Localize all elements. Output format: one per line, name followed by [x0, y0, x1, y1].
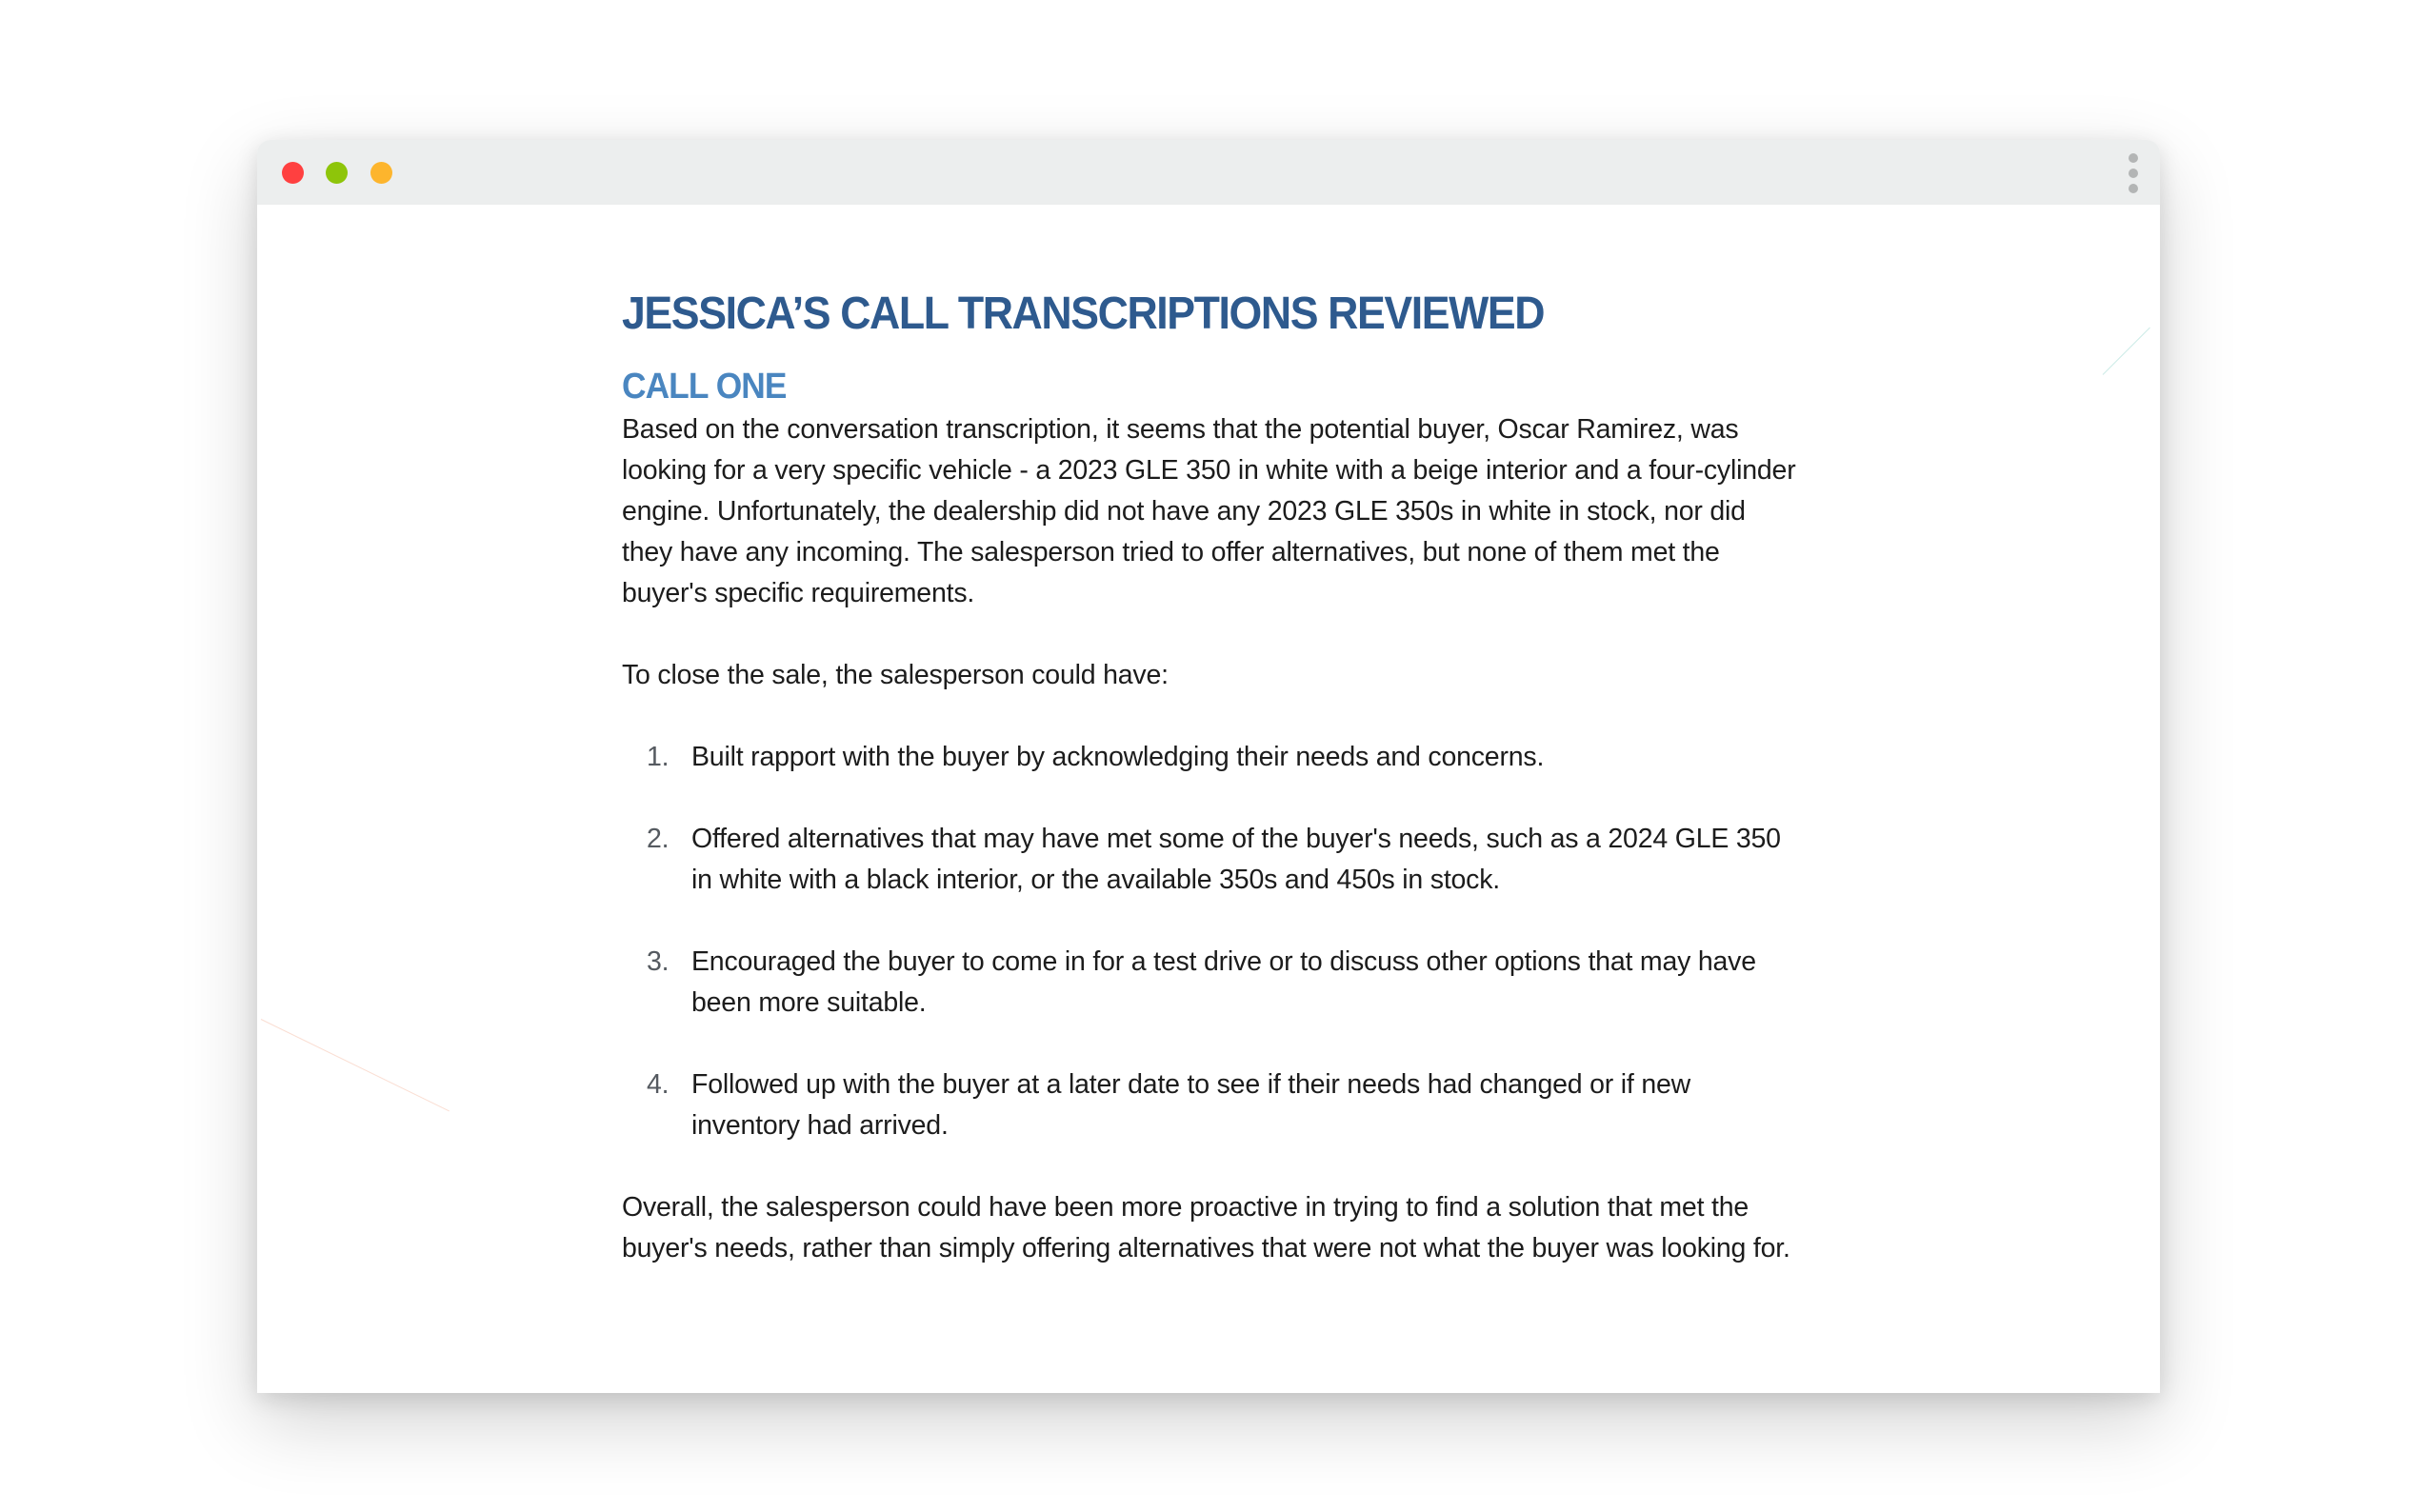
- list-item-text: Followed up with the buyer at a later date to see if their needs had changed or if new inventory had arrived.: [691, 1069, 1691, 1141]
- list-item: [622, 942, 1803, 1024]
- closing-paragraph: Overall, the salesperson could have been more proactive in trying to find a solution that met the buyer's needs, rather than simply offering alternatives that were not what the buyer was looking for.: [622, 1192, 1790, 1263]
- decorative-line: [2103, 328, 2150, 375]
- list-item: [622, 737, 1803, 778]
- list-item-number: 1.: [647, 742, 670, 772]
- list-item-text: Offered alternatives that may have met some of the buyer's needs, such as a 2024 GLE 350 in white with a black interior, or the available 350s and 450s in stock.: [691, 824, 1781, 895]
- decorative-line: [261, 1019, 450, 1111]
- maximize-window-button[interactable]: [370, 162, 392, 184]
- list-item: [622, 1064, 1803, 1146]
- minimize-window-button[interactable]: [326, 162, 348, 184]
- page-title: JESSICA’S CALL TRANSCRIPTIONS REVIEWED: [622, 288, 1545, 339]
- list-item-text: Built rapport with the buyer by acknowledging their needs and concerns.: [691, 742, 1545, 772]
- kebab-dot: [2129, 169, 2138, 178]
- kebab-dot: [2129, 184, 2138, 193]
- close-window-button[interactable]: [282, 162, 304, 184]
- kebab-vertical-icon[interactable]: [2128, 153, 2139, 193]
- intro-paragraph: Based on the conversation transcription, it seems that the potential buyer, Oscar Ramirez, was looking for a very specific vehicle - a 2023 GLE 350 in white with a beige interior and a four-cylinder engine. Unfortunately, the dealership did not have any 2023 GLE 350s in white in stock, nor did they have any incoming. The salesperson tried to offer alternatives, but none of them met the buyer's specific requirements.: [622, 414, 1796, 608]
- list-item-number: 2.: [647, 824, 670, 854]
- list-item: [622, 819, 1803, 901]
- window-titlebar: [257, 140, 2160, 205]
- section-title: CALL ONE: [622, 367, 787, 407]
- recommendations-list: [622, 737, 1803, 1146]
- list-item-number: 4.: [647, 1069, 670, 1100]
- list-item-number: 3.: [647, 946, 670, 977]
- list-item-text: Encouraged the buyer to come in for a test drive or to discuss other options that may have been more suitable.: [691, 946, 1756, 1018]
- lead-in-paragraph: To close the sale, the salesperson could have:: [622, 660, 1169, 690]
- document-window: [257, 140, 2160, 1393]
- document-content: [622, 288, 1803, 1269]
- kebab-dot: [2129, 153, 2138, 163]
